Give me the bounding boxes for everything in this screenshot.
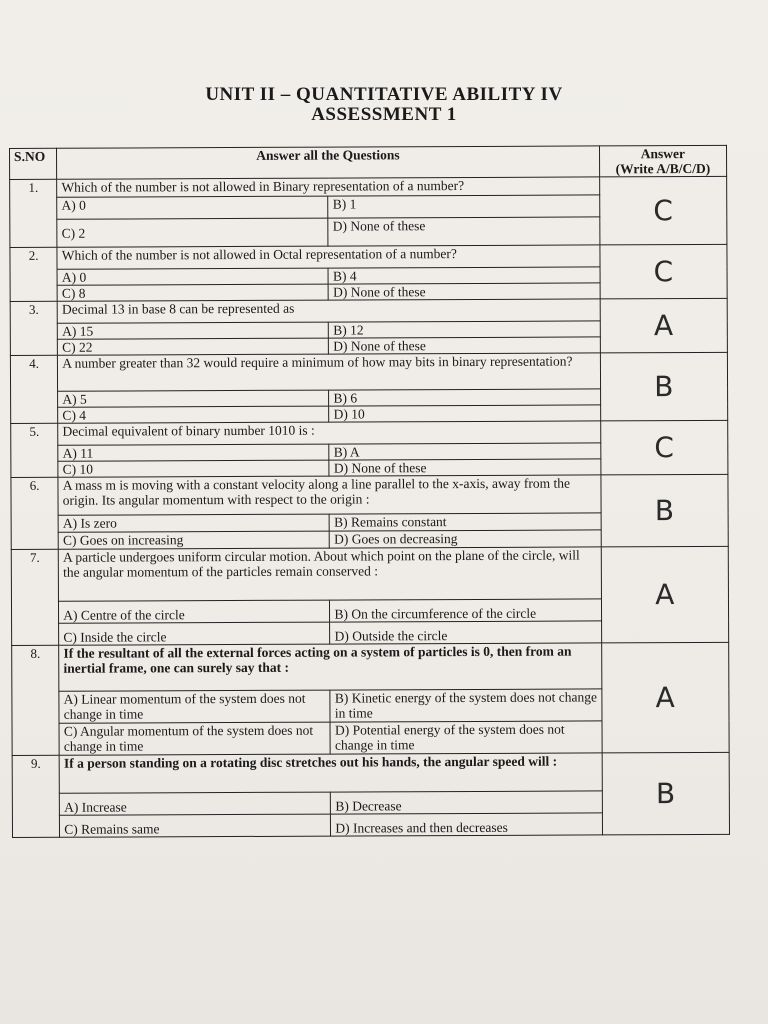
question-number: 9. [12,755,60,837]
question-number: 7. [11,549,59,645]
option-d: D) Potential energy of the system does not change in time [330,721,601,754]
answer-cell[interactable]: C [600,420,728,475]
answer-cell[interactable]: A [601,642,729,753]
option-d: D) 10 [329,405,600,422]
option-c: C) Inside the circle [59,622,330,645]
option-c: C) Angular momentum of the system does not change in time [59,722,330,755]
option-d: D) None of these [329,283,600,300]
question-row [10,352,727,391]
option-c: C) 2 [57,218,328,247]
header-answer-line1: Answer [640,146,685,162]
question-text: Decimal 13 in base 8 can be represented as [57,299,599,323]
option-a: A) 11 [58,444,329,461]
option-c: C) Goes on increasing [58,531,329,549]
answer-cell[interactable]: C [599,176,727,245]
answer-cell[interactable]: C [600,244,728,299]
question-row [12,642,729,691]
question-text: A number greater than 32 would require a minimum of how may bits in binary representation? [58,353,601,391]
option-d: D) None of these [329,459,600,476]
header-answer [599,145,727,177]
assessment-table [9,145,730,838]
question-number: 3. [10,301,57,355]
option-a: A) 15 [58,322,329,339]
option-b: B) Kinetic energy of the system does not change in time [330,689,601,722]
option-d: D) None of these [328,217,599,246]
question-text: If a person standing on a rotating disc stretches out his hands, the angular speed will : [59,753,602,793]
question-text: A mass m is moving with a constant velocity along a line parallel to the x-axis, away from the origin. Its angular momentum with respect to the origin : [58,475,601,515]
option-b: B) 12 [329,321,600,338]
answer-cell[interactable]: A [601,546,729,643]
question-number: 8. [12,645,60,755]
question-text: A particle undergoes uniform circular motion. About which point on the plane of the circle, will the angular momentum of the particles remain conserved : [59,547,602,601]
option-a: A) 5 [58,390,329,407]
question-text: Which of the number is not allowed in Octal representation of a number? [57,245,599,269]
answer-cell[interactable]: B [601,474,729,547]
question-row [11,474,728,515]
option-d: D) None of these [329,337,600,354]
question-number: 5. [11,423,58,477]
question-row [12,752,729,793]
question-number: 4. [10,355,58,423]
question-number: 1. [10,179,58,247]
option-b: B) 1 [328,195,599,218]
option-d: D) Outside the circle [330,621,601,644]
option-c: C) Remains same [60,814,331,837]
answer-cell[interactable]: B [600,352,728,421]
option-b: B) Decrease [331,791,602,814]
option-a: A) 0 [57,268,328,285]
option-b: B) On the circumference of the circle [330,599,601,622]
answer-cell[interactable]: A [600,298,728,353]
answer-cell[interactable]: B [602,752,730,835]
option-b: B) 6 [329,389,600,406]
option-b: B) 4 [328,267,599,284]
header-answer-line2: (Write A/B/C/D) [615,160,711,177]
option-a: A) 0 [57,196,328,219]
question-text: Decimal equivalent of binary number 1010 is : [58,421,600,445]
option-b: B) A [329,443,600,460]
option-a: A) Increase [60,792,331,815]
option-a: A) Is zero [58,514,329,532]
question-row [11,546,728,601]
question-text: If the resultant of all the external forces acting on a system of particles is 0, then from an inertial frame, one can surely say that : [59,643,602,691]
option-a: A) Centre of the circle [59,600,330,623]
option-d: D) Increases and then decreases [331,813,602,836]
option-c: C) 8 [57,284,328,301]
page-subtitle: ASSESSMENT 1 [311,104,457,125]
header-sno: S.NO [10,148,57,179]
question-row [11,420,728,445]
question-text: Which of the number is not allowed in Binary representation of a number? [57,177,599,197]
option-b: B) Remains constant [330,513,601,531]
option-a: A) Linear momentum of the system does not change in time [59,690,330,723]
option-d: D) Goes on decreasing [330,530,601,548]
page-title: UNIT II – QUANTITATIVE ABILITY IV [205,84,563,105]
question-number: 6. [11,477,59,549]
option-c: C) 10 [58,460,329,477]
question-row [10,176,727,197]
option-c: C) 4 [58,406,329,423]
question-row [10,244,727,269]
option-c: C) 22 [58,338,329,355]
header-questions: Answer all the Questions [57,146,599,179]
table-header-row [10,145,727,179]
question-row [10,298,727,323]
question-number: 2. [10,247,57,301]
